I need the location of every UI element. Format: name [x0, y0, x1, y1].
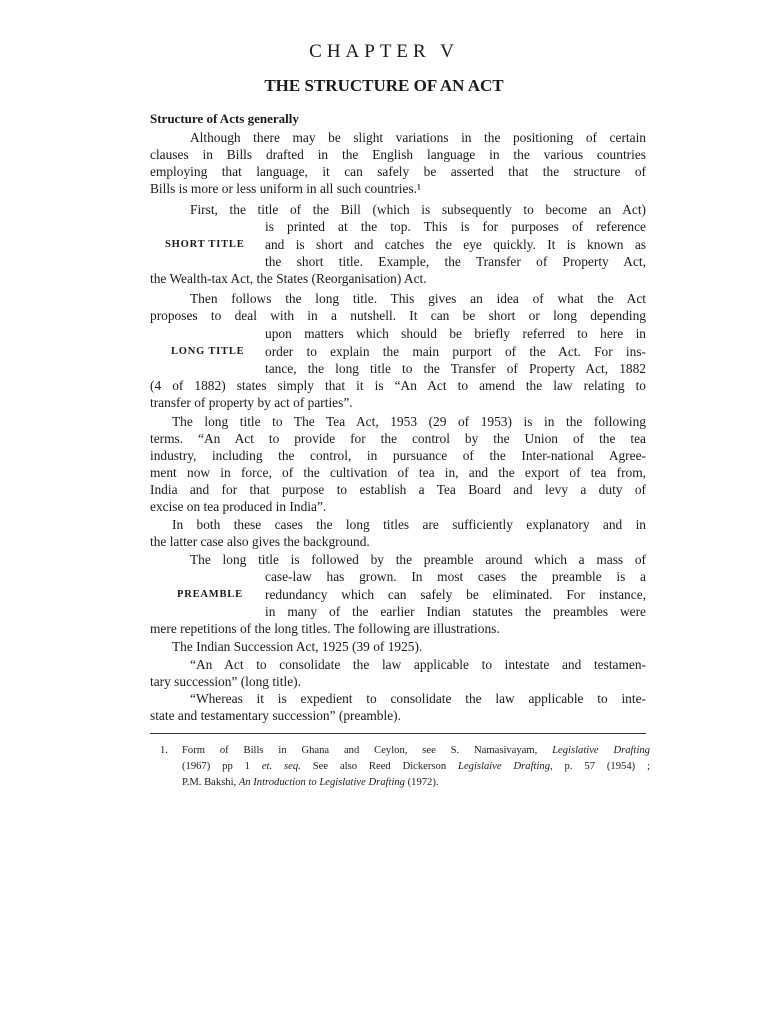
- body-line: tary succession” (long title).: [150, 674, 301, 689]
- body-line: excise on tea produced in India”.: [150, 499, 327, 514]
- body-line: Then follows the long title. This gives an idea of what the Act: [190, 291, 646, 306]
- body-line: ment now in force, of the cultivation of tea in, and the export of tea from,: [150, 465, 646, 480]
- body-line: Although there may be slight variations in the positioning of certain: [190, 130, 646, 145]
- body-line: the Wealth-tax Act, the States (Reorganisation) Act.: [150, 271, 427, 286]
- body-line: industry, including the control, in pursuance of the Inter-national Agree-: [150, 448, 646, 463]
- body-line: The long title to The Tea Act, 1953 (29 of 1953) is in the following: [172, 414, 646, 429]
- body-line: transfer of property by act of parties”.: [150, 395, 353, 410]
- body-line: proposes to deal with in a nutshell. It can be short or long depending: [150, 308, 646, 323]
- body-line: First, the title of the Bill (which is subsequently to become an Act): [190, 202, 646, 217]
- body-line: clauses in Bills drafted in the English language in the various countries: [150, 147, 646, 162]
- body-line: tance, the long title to the Transfer of Property Act, 1882: [265, 361, 646, 376]
- chapter-heading: CHAPTER V: [309, 41, 459, 62]
- chapter-title: THE STRUCTURE OF AN ACT: [264, 76, 504, 95]
- section-heading: Structure of Acts generally: [150, 111, 299, 126]
- body-line: Bills is more or less uniform in all such countries.¹: [150, 181, 422, 196]
- footnote-line: 1. Form of Bills in Ghana and Ceylon, see S. Namasivayam, Legislative Drafting: [160, 743, 650, 759]
- margin-note-long-title: LONG TITLE: [171, 346, 245, 357]
- body-line: The long title is followed by the preamble around which a mass of: [190, 552, 646, 567]
- body-line: The Indian Succession Act, 1925 (39 of 1925).: [172, 639, 423, 654]
- body-line: redundancy which can safely be eliminated. For instance,: [265, 587, 646, 602]
- footnote-line: (1967) pp 1 et. seq. See also Reed Dickerson Legislaive Drafting, p. 57 (1954) ;: [182, 761, 650, 772]
- footnote-line: P.M. Bakshi, An Introduction to Legislative Drafting (1972).: [182, 777, 439, 788]
- body-line: and is short and catches the eye quickly. It is known as: [265, 237, 646, 252]
- footnote-divider: [150, 733, 646, 734]
- body-line: state and testamentary succession” (preamble).: [150, 708, 401, 723]
- body-line: order to explain the main purport of the Act. For ins-: [265, 344, 646, 359]
- body-line: upon matters which should be briefly referred to here in: [265, 326, 646, 341]
- body-line: terms. “An Act to provide for the control by the Union of the tea: [150, 431, 646, 446]
- body-line: mere repetitions of the long titles. The following are illustrations.: [150, 621, 500, 636]
- body-line: case-law has grown. In most cases the preamble is a: [265, 569, 646, 584]
- body-line: employing that language, it can safely be asserted that the structure of: [150, 164, 646, 179]
- footnote-number: 1.: [160, 745, 168, 756]
- body-line: India and for that purpose to establish a Tea Board and levy a duty of: [150, 482, 646, 497]
- body-line: in many of the earlier Indian statutes the preambles were: [265, 604, 646, 619]
- body-line: the latter case also gives the background.: [150, 534, 370, 549]
- margin-note-short-title: SHORT TITLE: [165, 239, 245, 250]
- body-line: “Whereas it is expedient to consolidate the law applicable to inte-: [190, 691, 646, 706]
- body-line: “An Act to consolidate the law applicable to intestate and testamen-: [190, 657, 646, 672]
- margin-note-preamble: PREAMBLE: [177, 589, 243, 600]
- body-line: is printed at the top. This is for purposes of reference: [265, 219, 646, 234]
- body-line: the short title. Example, the Transfer of Property Act,: [265, 254, 646, 269]
- body-line: In both these cases the long titles are sufficiently explanatory and in: [172, 517, 646, 532]
- body-line: (4 of 1882) states simply that it is “An Act to amend the law relating to: [150, 378, 646, 393]
